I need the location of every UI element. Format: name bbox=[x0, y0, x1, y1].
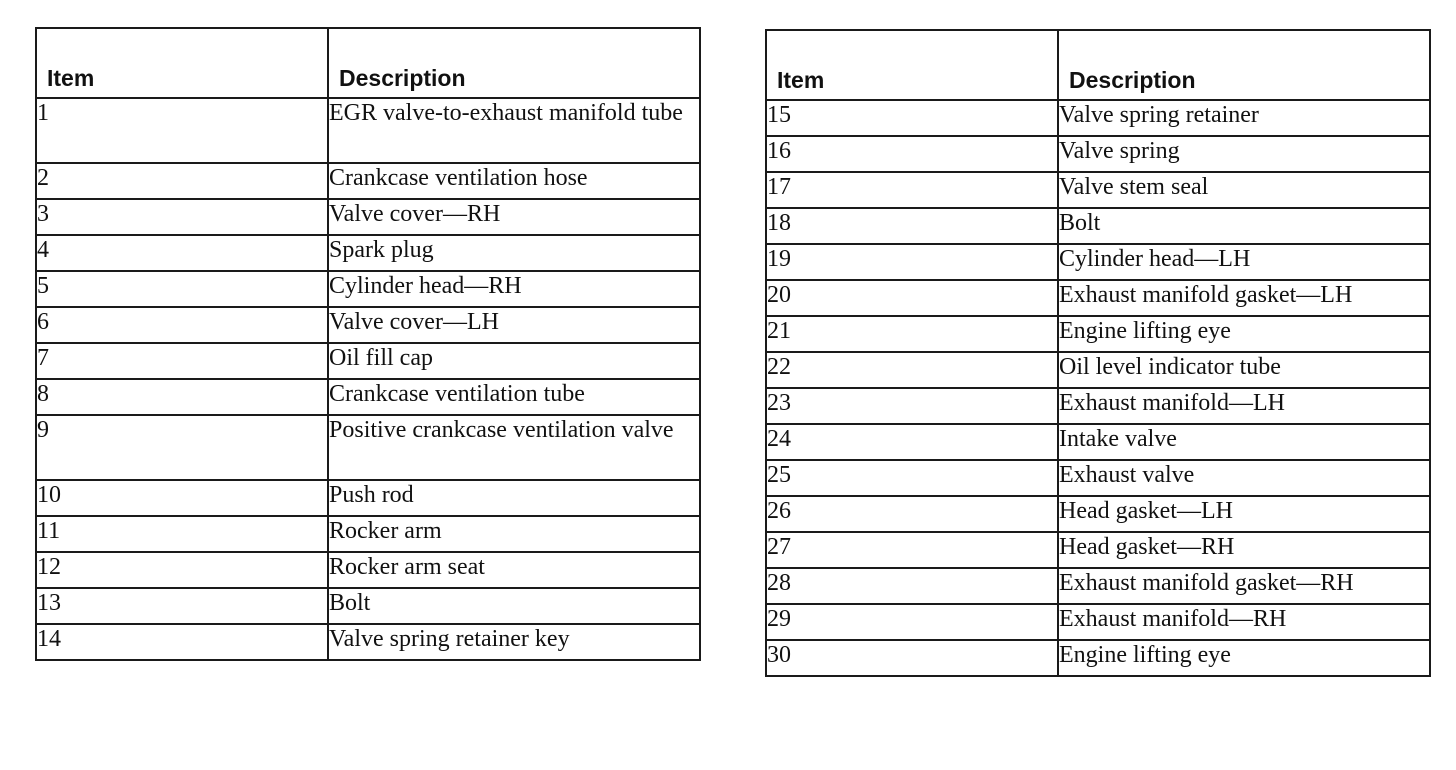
item-description: Rocker arm bbox=[328, 516, 700, 552]
item-description: EGR valve-to-exhaust manifold tube bbox=[328, 98, 700, 163]
item-number: 5 bbox=[36, 271, 328, 307]
table-header-row bbox=[36, 28, 700, 98]
item-description: Oil level indicator tube bbox=[1058, 352, 1430, 388]
parts-table-left bbox=[35, 27, 701, 661]
item-description: Valve spring retainer key bbox=[328, 624, 700, 660]
table-row bbox=[766, 352, 1430, 388]
item-description: Crankcase ventilation hose bbox=[328, 163, 700, 199]
item-description: Cylinder head—RH bbox=[328, 271, 700, 307]
item-number: 17 bbox=[766, 172, 1058, 208]
item-description: Head gasket—LH bbox=[1058, 496, 1430, 532]
item-column-header: Item bbox=[766, 30, 1058, 100]
item-number: 29 bbox=[766, 604, 1058, 640]
item-description: Exhaust manifold gasket—LH bbox=[1058, 280, 1430, 316]
item-number: 6 bbox=[36, 307, 328, 343]
table-row bbox=[766, 280, 1430, 316]
item-number: 22 bbox=[766, 352, 1058, 388]
table-row bbox=[36, 415, 700, 480]
item-number: 7 bbox=[36, 343, 328, 379]
table-row bbox=[766, 496, 1430, 532]
table-row bbox=[36, 624, 700, 660]
table-row bbox=[36, 552, 700, 588]
item-description: Exhaust valve bbox=[1058, 460, 1430, 496]
table-row bbox=[766, 424, 1430, 460]
table-row bbox=[36, 163, 700, 199]
item-number: 14 bbox=[36, 624, 328, 660]
table-row bbox=[766, 136, 1430, 172]
item-description: Valve cover—RH bbox=[328, 199, 700, 235]
table-row bbox=[36, 199, 700, 235]
table-row bbox=[36, 307, 700, 343]
item-description: Head gasket—RH bbox=[1058, 532, 1430, 568]
table-row bbox=[36, 516, 700, 552]
item-description: Valve spring bbox=[1058, 136, 1430, 172]
item-description: Push rod bbox=[328, 480, 700, 516]
item-number: 2 bbox=[36, 163, 328, 199]
item-number: 9 bbox=[36, 415, 328, 480]
item-number: 25 bbox=[766, 460, 1058, 496]
table-row bbox=[36, 98, 700, 163]
item-number: 23 bbox=[766, 388, 1058, 424]
item-description: Valve spring retainer bbox=[1058, 100, 1430, 136]
description-column-header: Description bbox=[1058, 30, 1430, 100]
table-row bbox=[766, 172, 1430, 208]
item-column-header: Item bbox=[36, 28, 328, 98]
item-description: Exhaust manifold—LH bbox=[1058, 388, 1430, 424]
table-row bbox=[766, 460, 1430, 496]
item-number: 12 bbox=[36, 552, 328, 588]
item-number: 19 bbox=[766, 244, 1058, 280]
table-row bbox=[36, 588, 700, 624]
item-description: Exhaust manifold gasket—RH bbox=[1058, 568, 1430, 604]
item-description: Bolt bbox=[1058, 208, 1430, 244]
description-column-header: Description bbox=[328, 28, 700, 98]
table-row bbox=[766, 388, 1430, 424]
item-description: Rocker arm seat bbox=[328, 552, 700, 588]
item-number: 11 bbox=[36, 516, 328, 552]
item-description: Positive crankcase ventilation valve bbox=[328, 415, 700, 480]
item-number: 30 bbox=[766, 640, 1058, 676]
table-row bbox=[36, 480, 700, 516]
item-number: 18 bbox=[766, 208, 1058, 244]
item-description: Oil fill cap bbox=[328, 343, 700, 379]
item-description: Spark plug bbox=[328, 235, 700, 271]
table-row bbox=[766, 604, 1430, 640]
table-row bbox=[766, 568, 1430, 604]
table-header-row bbox=[766, 30, 1430, 100]
item-number: 28 bbox=[766, 568, 1058, 604]
item-description: Engine lifting eye bbox=[1058, 316, 1430, 352]
item-description: Bolt bbox=[328, 588, 700, 624]
item-number: 27 bbox=[766, 532, 1058, 568]
item-number: 26 bbox=[766, 496, 1058, 532]
table-row bbox=[766, 532, 1430, 568]
table-row bbox=[36, 343, 700, 379]
table-row bbox=[766, 640, 1430, 676]
item-number: 16 bbox=[766, 136, 1058, 172]
table-row bbox=[766, 208, 1430, 244]
item-description: Engine lifting eye bbox=[1058, 640, 1430, 676]
item-number: 15 bbox=[766, 100, 1058, 136]
table-row bbox=[36, 379, 700, 415]
item-number: 4 bbox=[36, 235, 328, 271]
item-description: Valve cover—LH bbox=[328, 307, 700, 343]
item-number: 13 bbox=[36, 588, 328, 624]
item-description: Valve stem seal bbox=[1058, 172, 1430, 208]
table-row bbox=[766, 316, 1430, 352]
item-number: 10 bbox=[36, 480, 328, 516]
table-row bbox=[766, 244, 1430, 280]
item-number: 3 bbox=[36, 199, 328, 235]
item-description: Exhaust manifold—RH bbox=[1058, 604, 1430, 640]
item-description: Cylinder head—LH bbox=[1058, 244, 1430, 280]
item-number: 20 bbox=[766, 280, 1058, 316]
table-row bbox=[766, 100, 1430, 136]
item-number: 1 bbox=[36, 98, 328, 163]
item-number: 24 bbox=[766, 424, 1058, 460]
item-description: Intake valve bbox=[1058, 424, 1430, 460]
item-number: 21 bbox=[766, 316, 1058, 352]
table-row bbox=[36, 235, 700, 271]
table-row bbox=[36, 271, 700, 307]
parts-table-right bbox=[765, 29, 1431, 677]
item-number: 8 bbox=[36, 379, 328, 415]
item-description: Crankcase ventilation tube bbox=[328, 379, 700, 415]
